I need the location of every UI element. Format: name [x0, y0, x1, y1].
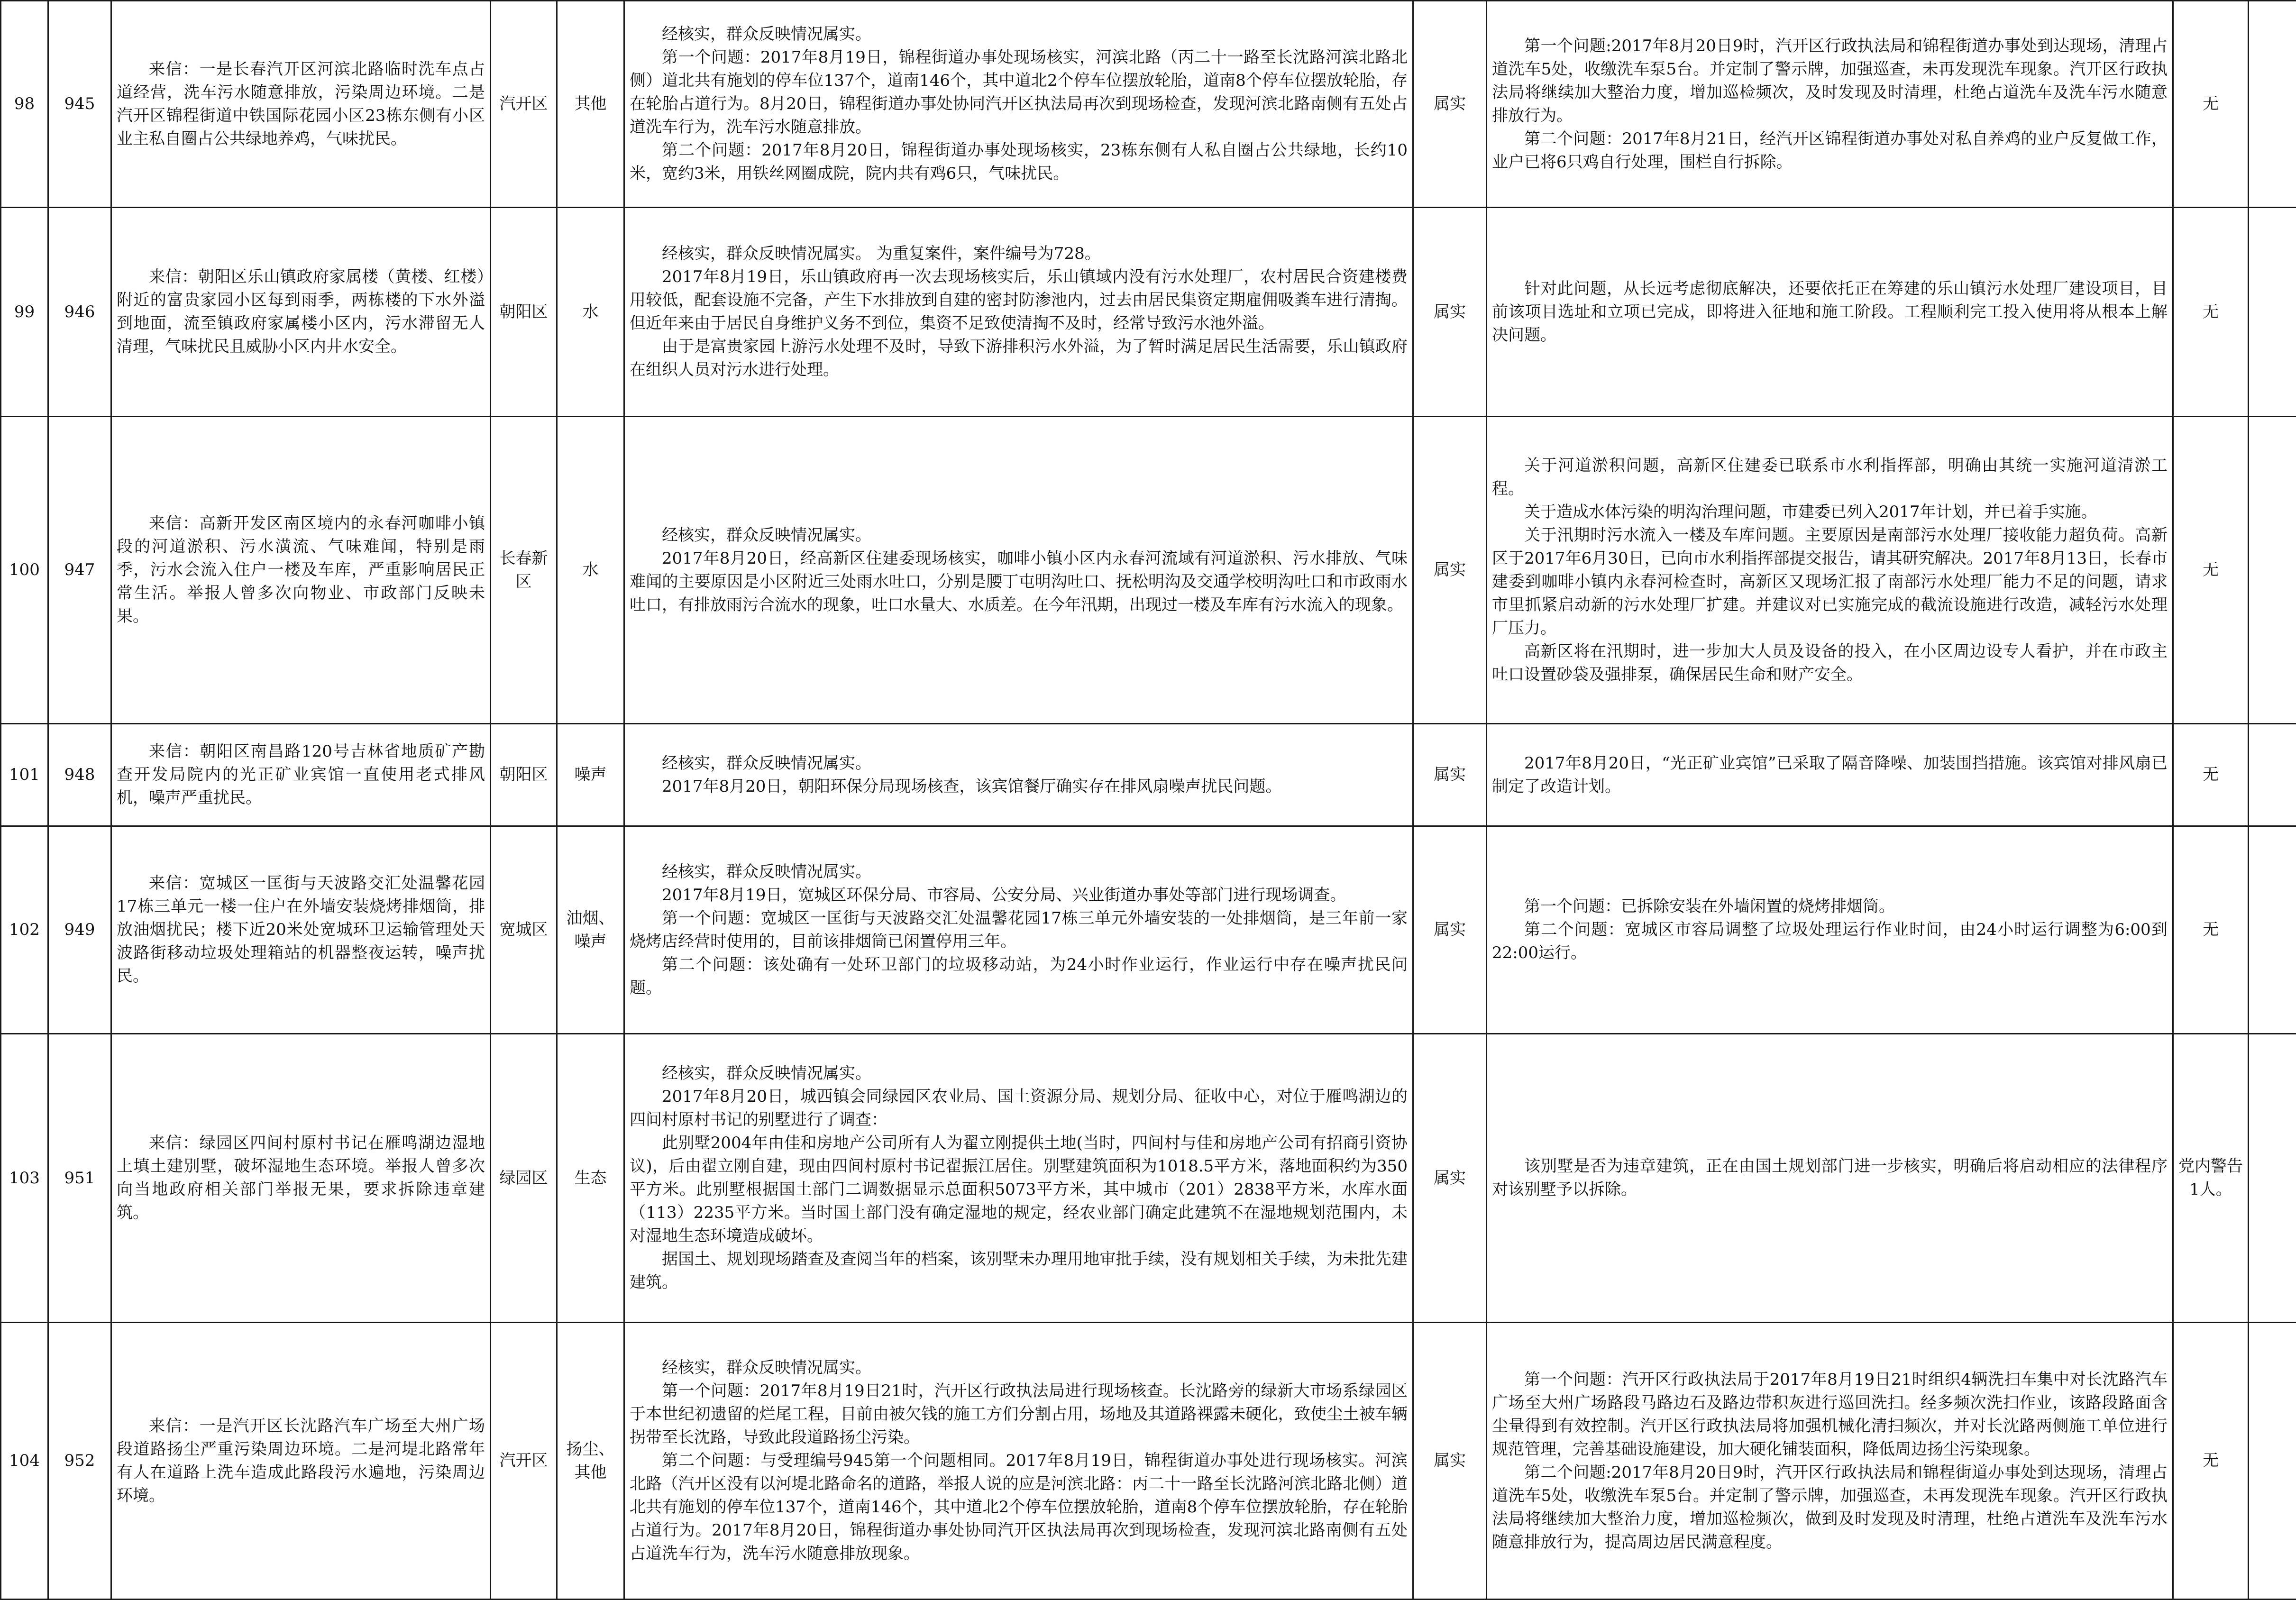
extra-cell — [2249, 1, 2296, 208]
seq-cell: 104 — [1, 1323, 48, 1600]
category-cell: 水 — [557, 208, 624, 417]
accountability-cell: 无 — [2173, 724, 2249, 826]
verification-cell-paragraph: 2017年8月20日，经高新区住建委现场核实，咖啡小镇小区内永春河流域有河道淤积、污水排放、气味难闻的主要原因是小区附近三处雨水吐口，分别是腰丁屯明沟吐口、抚松明沟及交通学校明沟吐口和市政雨水吐口，有排放雨污合流水的现象，吐口水量大、水质差。在今年汛期，出现过一楼及车库有污水流入的现象。 — [630, 547, 1408, 617]
verification-cell — [624, 417, 1413, 724]
result-cell: 属实 — [1413, 1, 1487, 208]
handling-cell-paragraph: 关于河道淤积问题，高新区住建委已联系市水利指挥部，明确由其统一实施河道清淤工程。 — [1492, 454, 2168, 501]
extra-cell — [2249, 1034, 2296, 1323]
handling-cell-paragraph: 第一个问题:2017年8月20日9时，汽开区行政执法局和锦程街道办事处到达现场，清理占道洗车5处，收缴洗车泵5台。并定制了警示牌，加强巡查，未再发现洗车现象。汽开区行政执法局将继续加大整治力度，增加巡检频次，及时发现及时清理，杜绝占道洗车及洗车污水随意排放行为。 — [1492, 35, 2168, 128]
verification-cell-paragraph: 第二个问题：与受理编号945第一个问题相同。2017年8月19日，锦程街道办事处进行现场核实。河滨北路（汽开区没有以河堤北路命名的道路，举报人说的应是河滨北路：丙二十一路至长沈路河滨北路北侧）道北共有施划的停车位137个，道南146个，其中道北2个停车位摆放轮胎，道南8个停车位摆放轮胎，存在轮胎占道行为。2017年8月20日，锦程街道办事处协同汽开区执法局再次到现场检查，发现河滨北路南侧有五处占道洗车行为，洗车污水随意排放现象。 — [630, 1449, 1408, 1565]
complaint-cell — [111, 826, 491, 1034]
district-cell: 汽开区 — [491, 1323, 557, 1600]
district-cell: 长春新区 — [491, 417, 557, 724]
verification-cell-paragraph: 第二个问题：该处确有一处环卫部门的垃圾移动站，为24小时作业运行，作业运行中存在噪声扰民问题。 — [630, 953, 1408, 1000]
verification-cell-paragraph: 据国土、规划现场踏查及查阅当年的档案，该别墅未办理用地审批手续，没有规划相关手续，为未批先建建筑。 — [630, 1248, 1408, 1294]
table-body — [1, 1, 2296, 1600]
accountability-cell: 无 — [2173, 1, 2249, 208]
result-cell: 属实 — [1413, 208, 1487, 417]
table-row — [1, 417, 2296, 724]
handling-cell-paragraph: 第一个问题：汽开区行政执法局于2017年8月19日21时组织4辆洗扫车集中对长沈路汽车广场至大州广场路段马路边石及路边带积灰进行巡回洗扫。经多频次洗扫作业，该路段路面含尘量得到有效控制。汽开区行政执法局将加强机械化清扫频次，并对长沈路两侧施工单位进行规范管理，完善基础设施建设，加大硬化铺装面积，降低周边扬尘污染现象。 — [1492, 1368, 2168, 1461]
verification-cell-paragraph: 经核实，群众反映情况属实。 — [630, 524, 1408, 547]
complaint-text: 来信：朝阳区南昌路120号吉林省地质矿产勘查开发局院内的光正矿业宾馆一直使用老式排风机，噪声严重扰民。 — [117, 740, 485, 810]
complaint-text: 来信：高新开发区南区境内的永春河咖啡小镇段的河道淤积、污水潢流、气味难闻，特别是雨季，污水会流入住户一楼及车库，严重影响居民正常生活。举报人曾多次向物业、市政部门反映未果。 — [117, 512, 485, 628]
complaint-cell — [111, 417, 491, 724]
handling-cell-paragraph: 关于汛期时污水流入一楼及车库问题。主要原因是南部污水处理厂接收能力超负荷。高新区于2017年6月30日，已向市水利指挥部提交报告，请其研究解决。2017年8月13日，长春市建委到咖啡小镇内永春河检查时，高新区又现场汇报了南部污水处理厂能力不足的问题，请求市里抓紧启动新的污水处理厂扩建。并建议对已实施完成的截流设施进行改造，减轻污水处理厂压力。 — [1492, 524, 2168, 640]
district-cell: 朝阳区 — [491, 208, 557, 417]
handling-cell-paragraph: 第二个问题：2017年8月21日，经汽开区锦程街道办事处对私自养鸡的业户反复做工作，业户已将6只鸡自行处理，围栏自行拆除。 — [1492, 128, 2168, 174]
accountability-cell: 党内警告1人。 — [2173, 1034, 2249, 1323]
seq-cell: 100 — [1, 417, 48, 724]
complaint-cell — [111, 724, 491, 826]
category-cell: 其他 — [557, 1, 624, 208]
verification-cell-paragraph: 2017年8月19日，宽城区环保分局、市容局、公安分局、兴业街道办事处等部门进行现场调查。 — [630, 884, 1408, 907]
complaint-cell — [111, 208, 491, 417]
verification-cell-paragraph: 经核实，群众反映情况属实。 — [630, 752, 1408, 775]
case-number-cell: 948 — [48, 724, 111, 826]
category-cell: 噪声 — [557, 724, 624, 826]
result-cell: 属实 — [1413, 1323, 1487, 1600]
table-row — [1, 208, 2296, 417]
verification-cell-paragraph: 经核实，群众反映情况属实。 为重复案件，案件编号为728。 — [630, 242, 1408, 265]
verification-cell-paragraph: 2017年8月20日，朝阳环保分局现场核查，该宾馆餐厅确实存在排风扇噪声扰民问题。 — [630, 775, 1408, 798]
district-cell: 绿园区 — [491, 1034, 557, 1323]
handling-cell-paragraph: 2017年8月20日，“光正矿业宾馆”已采取了隔音降噪、加装围挡措施。该宾馆对排风扇已制定了改造计划。 — [1492, 752, 2168, 798]
handling-cell — [1487, 826, 2173, 1034]
complaint-text: 来信：一是汽开区长沈路汽车广场至大州广场段道路扬尘严重污染周边环境。二是河堤北路常年有人在道路上洗车造成此路段污水遍地，污染周边环境。 — [117, 1415, 485, 1508]
seq-cell: 101 — [1, 724, 48, 826]
table-row — [1, 724, 2296, 826]
verification-cell-paragraph: 第一个问题：2017年8月19日21时，汽开区行政执法局进行现场核查。长沈路旁的绿新大市场系绿园区于本世纪初遗留的烂尾工程，目前由被欠钱的施工方们分割占用，场地及其道路裸露未硬化，致使尘土被车辆拐带至长沈路，导致此段道路扬尘污染。 — [630, 1380, 1408, 1449]
verification-cell-paragraph: 2017年8月20日，城西镇会同绿园区农业局、国土资源分局、规划分局、征收中心，对位于雁鸣湖边的四间村原村书记的别墅进行了调查： — [630, 1085, 1408, 1132]
case-number-cell: 949 — [48, 826, 111, 1034]
complaint-text: 来信：宽城区一匡街与天波路交汇处温馨花园17栋三单元一楼一住户在外墙安装烧烤排烟筒，排放油烟扰民；楼下近20米处宽城环卫运输管理处天波路街移动垃圾处理箱站的机器整夜运转，噪声扰民。 — [117, 872, 485, 988]
extra-cell — [2249, 724, 2296, 826]
seq-cell: 98 — [1, 1, 48, 208]
table-row — [1, 1323, 2296, 1600]
result-cell: 属实 — [1413, 417, 1487, 724]
handling-cell-paragraph: 第二个问题：宽城区市容局调整了垃圾处理运行作业时间，由24小时运行调整为6:00到22:00运行。 — [1492, 918, 2168, 965]
accountability-cell: 无 — [2173, 417, 2249, 724]
accountability-cell: 无 — [2173, 208, 2249, 417]
result-cell: 属实 — [1413, 826, 1487, 1034]
extra-cell — [2249, 1323, 2296, 1600]
district-cell: 宽城区 — [491, 826, 557, 1034]
case-number-cell: 945 — [48, 1, 111, 208]
handling-cell-paragraph: 第一个问题：已拆除安装在外墙闲置的烧烤排烟筒。 — [1492, 895, 2168, 918]
handling-cell — [1487, 1, 2173, 208]
handling-cell-paragraph: 针对此问题，从长远考虑彻底解决，还要依托正在筹建的乐山镇污水处理厂建设项目，目前该项目选址和立项已完成，即将进入征地和施工阶段。工程顺利完工投入使用将从根本上解决问题。 — [1492, 277, 2168, 347]
complaint-text: 来信：朝阳区乐山镇政府家属楼（黄楼、红楼）附近的富贵家园小区每到雨季，两栋楼的下水外溢到地面，流至镇政府家属楼小区内，污水滞留无人清理，气味扰民且威胁小区内井水安全。 — [117, 265, 485, 358]
verification-cell-paragraph: 第一个问题：2017年8月19日，锦程街道办事处现场核实，河滨北路（丙二十一路至长沈路河滨北路北侧）道北共有施划的停车位137个，道南146个，其中道北2个停车位摆放轮胎，道南8个停车位摆放轮胎，存在轮胎占道行为。8月20日，锦程街道办事处协同汽开区执法局再次到现场检查，发现河滨北路南侧有五处占道洗车行为，洗车污水随意排放。 — [630, 46, 1408, 139]
verification-cell-paragraph: 经核实，群众反映情况属实。 — [630, 860, 1408, 884]
handling-cell — [1487, 724, 2173, 826]
case-number-cell: 946 — [48, 208, 111, 417]
table-row — [1, 826, 2296, 1034]
handling-cell-paragraph: 该别墅是否为违章建筑，正在由国土规划部门进一步核实，明确后将启动相应的法律程序对该别墅予以拆除。 — [1492, 1155, 2168, 1201]
complaint-cell — [111, 1323, 491, 1600]
extra-cell — [2249, 208, 2296, 417]
district-cell: 汽开区 — [491, 1, 557, 208]
complaint-cell — [111, 1, 491, 208]
seq-cell: 102 — [1, 826, 48, 1034]
case-number-cell: 952 — [48, 1323, 111, 1600]
verification-cell-paragraph: 第一个问题：宽城区一匡街与天波路交汇处温馨花园17栋三单元外墙安装的一处排烟筒，是三年前一家烧烤店经营时使用的，目前该排烟筒已闲置停用三年。 — [630, 907, 1408, 953]
result-cell: 属实 — [1413, 1034, 1487, 1323]
complaint-text: 来信：一是长春汽开区河滨北路临时洗车点占道经营，洗车污水随意排放，污染周边环境。二是汽开区锦程街道中铁国际花园小区23栋东侧有小区业主私自圈占公共绿地养鸡，气味扰民。 — [117, 58, 485, 151]
extra-cell — [2249, 417, 2296, 724]
table-row — [1, 1034, 2296, 1323]
verification-cell-paragraph: 经核实，群众反映情况属实。 — [630, 1356, 1408, 1380]
category-cell: 扬尘、其他 — [557, 1323, 624, 1600]
accountability-cell: 无 — [2173, 826, 2249, 1034]
verification-cell — [624, 1, 1413, 208]
verification-cell-paragraph: 由于是富贵家园上游污水处理不及时，导致下游排积污水外溢，为了暂时满足居民生活需要，乐山镇政府在组织人员对污水进行处理。 — [630, 335, 1408, 382]
verification-cell — [624, 1323, 1413, 1600]
verification-cell-paragraph: 经核实，群众反映情况属实。 — [630, 1062, 1408, 1085]
verification-cell — [624, 826, 1413, 1034]
complaint-text: 来信：绿园区四间村原村书记在雁鸣湖边湿地上填土建别墅，破坏湿地生态环境。举报人曾多次向当地政府相关部门举报无果，要求拆除违章建筑。 — [117, 1132, 485, 1225]
verification-cell — [624, 724, 1413, 826]
verification-cell — [624, 1034, 1413, 1323]
verification-cell-paragraph: 经核实，群众反映情况属实。 — [630, 23, 1408, 46]
category-cell: 生态 — [557, 1034, 624, 1323]
case-number-cell: 951 — [48, 1034, 111, 1323]
handling-cell — [1487, 417, 2173, 724]
accountability-cell: 无 — [2173, 1323, 2249, 1600]
complaint-cell — [111, 1034, 491, 1323]
handling-cell — [1487, 208, 2173, 417]
handling-cell-paragraph: 关于造成水体污染的明沟治理问题，市建委已列入2017年计划，并已着手实施。 — [1492, 501, 2168, 524]
handling-cell — [1487, 1323, 2173, 1600]
case-number-cell: 947 — [48, 417, 111, 724]
table-row — [1, 1, 2296, 208]
seq-cell: 99 — [1, 208, 48, 417]
result-cell: 属实 — [1413, 724, 1487, 826]
verification-cell-paragraph: 2017年8月19日，乐山镇政府再一次去现场核实后，乐山镇域内没有污水处理厂，农村居民合资建楼费用较低，配套设施不完备，产生下水排放到自建的密封防渗池内，过去由居民集资定期雇佣吸粪车进行清掏。但近年来由于居民自身维护义务不到位，集资不足致使清掏不及时，经常导致污水池外溢。 — [630, 265, 1408, 335]
handling-cell-paragraph: 高新区将在汛期时，进一步加大人员及设备的投入，在小区周边设专人看护，并在市政主吐口设置砂袋及强排泵，确保居民生命和财产安全。 — [1492, 640, 2168, 686]
verification-cell-paragraph: 第二个问题：2017年8月20日，锦程街道办事处现场核实，23栋东侧有人私自圈占公共绿地，长约10米，宽约3米，用铁丝网圈成院，院内共有鸡6只，气味扰民。 — [630, 139, 1408, 185]
seq-cell: 103 — [1, 1034, 48, 1323]
handling-cell — [1487, 1034, 2173, 1323]
category-cell: 油烟、噪声 — [557, 826, 624, 1034]
verification-cell-paragraph: 此别墅2004年由佳和房地产公司所有人为翟立刚提供土地(当时，四间村与佳和房地产公司有招商引资协议)，后由翟立刚自建，现由四间村原村书记翟振江居住。别墅建筑面积为1018.5平方米，落地面积约为350平方米。此别墅根据国土部门二调数据显示总面积5073平方米，其中城市（201）2838平方米，水库水面（113）2235平方米。当时国土部门没有确定湿地的规定，经农业部门确定此建筑不在湿地规划范围内，未对湿地生态环境造成破坏。 — [630, 1132, 1408, 1248]
handling-cell-paragraph: 第二个问题:2017年8月20日9时，汽开区行政执法局和锦程街道办事处到达现场，清理占道洗车5处，收缴洗车泵5台。并定制了警示牌，加强巡查，未再发现洗车现象。汽开区行政执法局将继续加大整治力度，增加巡检频次，做到及时发现及时清理，杜绝占道洗车及洗车污水随意排放行为，提高周边居民满意程度。 — [1492, 1461, 2168, 1554]
category-cell: 水 — [557, 417, 624, 724]
verification-cell — [624, 208, 1413, 417]
district-cell: 朝阳区 — [491, 724, 557, 826]
extra-cell — [2249, 826, 2296, 1034]
